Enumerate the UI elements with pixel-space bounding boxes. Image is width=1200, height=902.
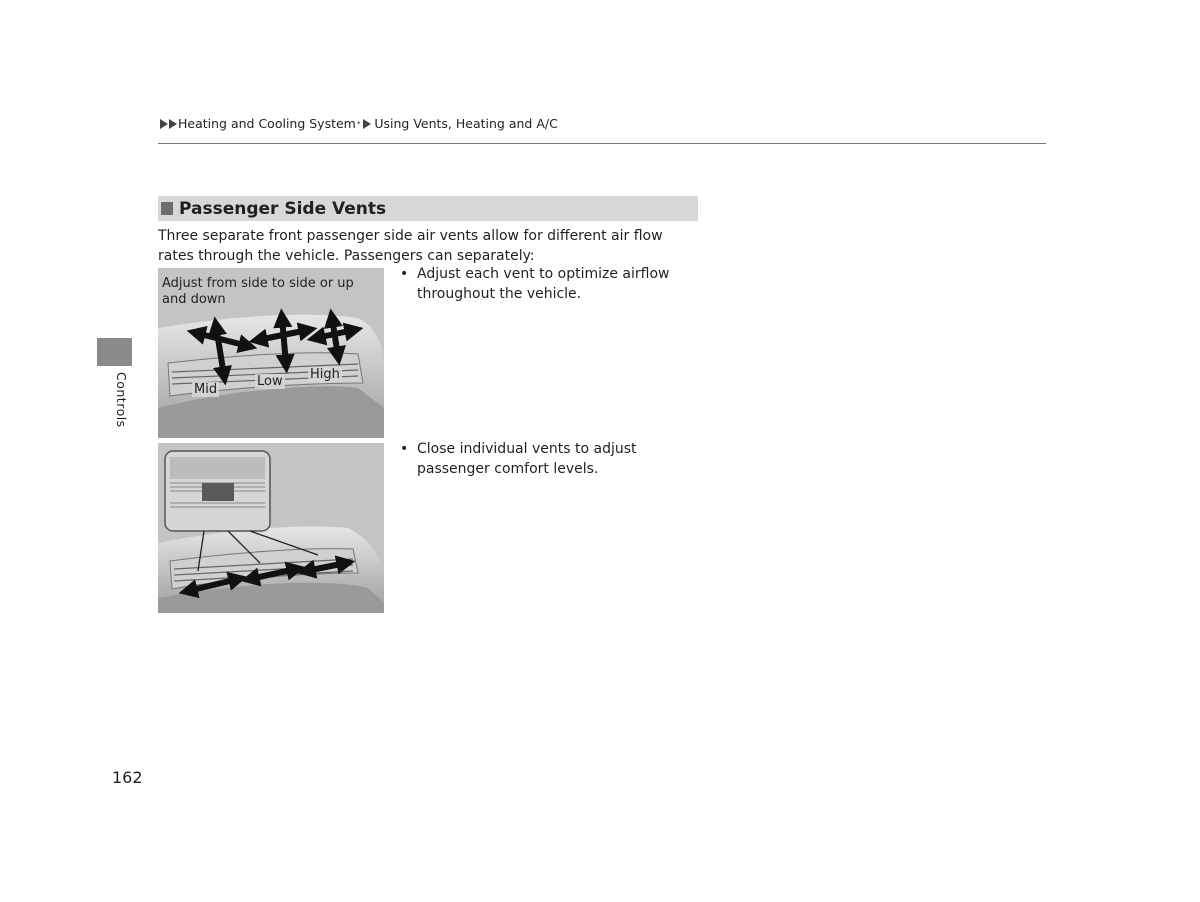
- bullet-dot: •: [400, 266, 409, 282]
- breadcrumb-arrow-icon: [363, 119, 371, 129]
- page-number: 162: [112, 768, 143, 787]
- bullet-text: Close individual vents to adjust passenger comfort levels.: [417, 441, 637, 477]
- section-tab-marker: [97, 338, 132, 366]
- breadcrumb-item-heating: Heating and Cooling System: [178, 116, 356, 131]
- section-square-icon: [161, 202, 173, 215]
- breadcrumb-item-vents: Using Vents, Heating and A/C: [374, 116, 558, 131]
- vent-label-high: High: [310, 367, 340, 382]
- breadcrumb-arrow-icon: [169, 119, 177, 129]
- vent-adjust-illustration: [158, 268, 384, 438]
- section-heading: [158, 196, 698, 221]
- header-rule: [158, 143, 1046, 144]
- bullet-text: Adjust each vent to optimize airflow throughout the vehicle.: [417, 266, 670, 302]
- vent-label-low: Low: [257, 374, 283, 389]
- figure-caption: Adjust from side to side or up and down: [162, 276, 354, 307]
- bullet-dot: •: [400, 441, 409, 457]
- asterisk-mark: *: [356, 119, 361, 128]
- vent-close-drawing: [158, 443, 384, 613]
- section-title: Passenger Side Vents: [179, 198, 387, 219]
- bullet-item: [400, 440, 700, 479]
- breadcrumb: [160, 116, 558, 131]
- section-tab-label: Controls: [114, 372, 129, 428]
- vent-label-mid: Mid: [194, 382, 218, 397]
- bullet-item: [400, 265, 700, 304]
- vent-close-illustration: [158, 443, 384, 613]
- breadcrumb-arrow-icon: [160, 119, 168, 129]
- intro-paragraph: Three separate front passenger side air vents allow for different air flow rates through the vehicle. Passengers can separately:: [158, 228, 663, 264]
